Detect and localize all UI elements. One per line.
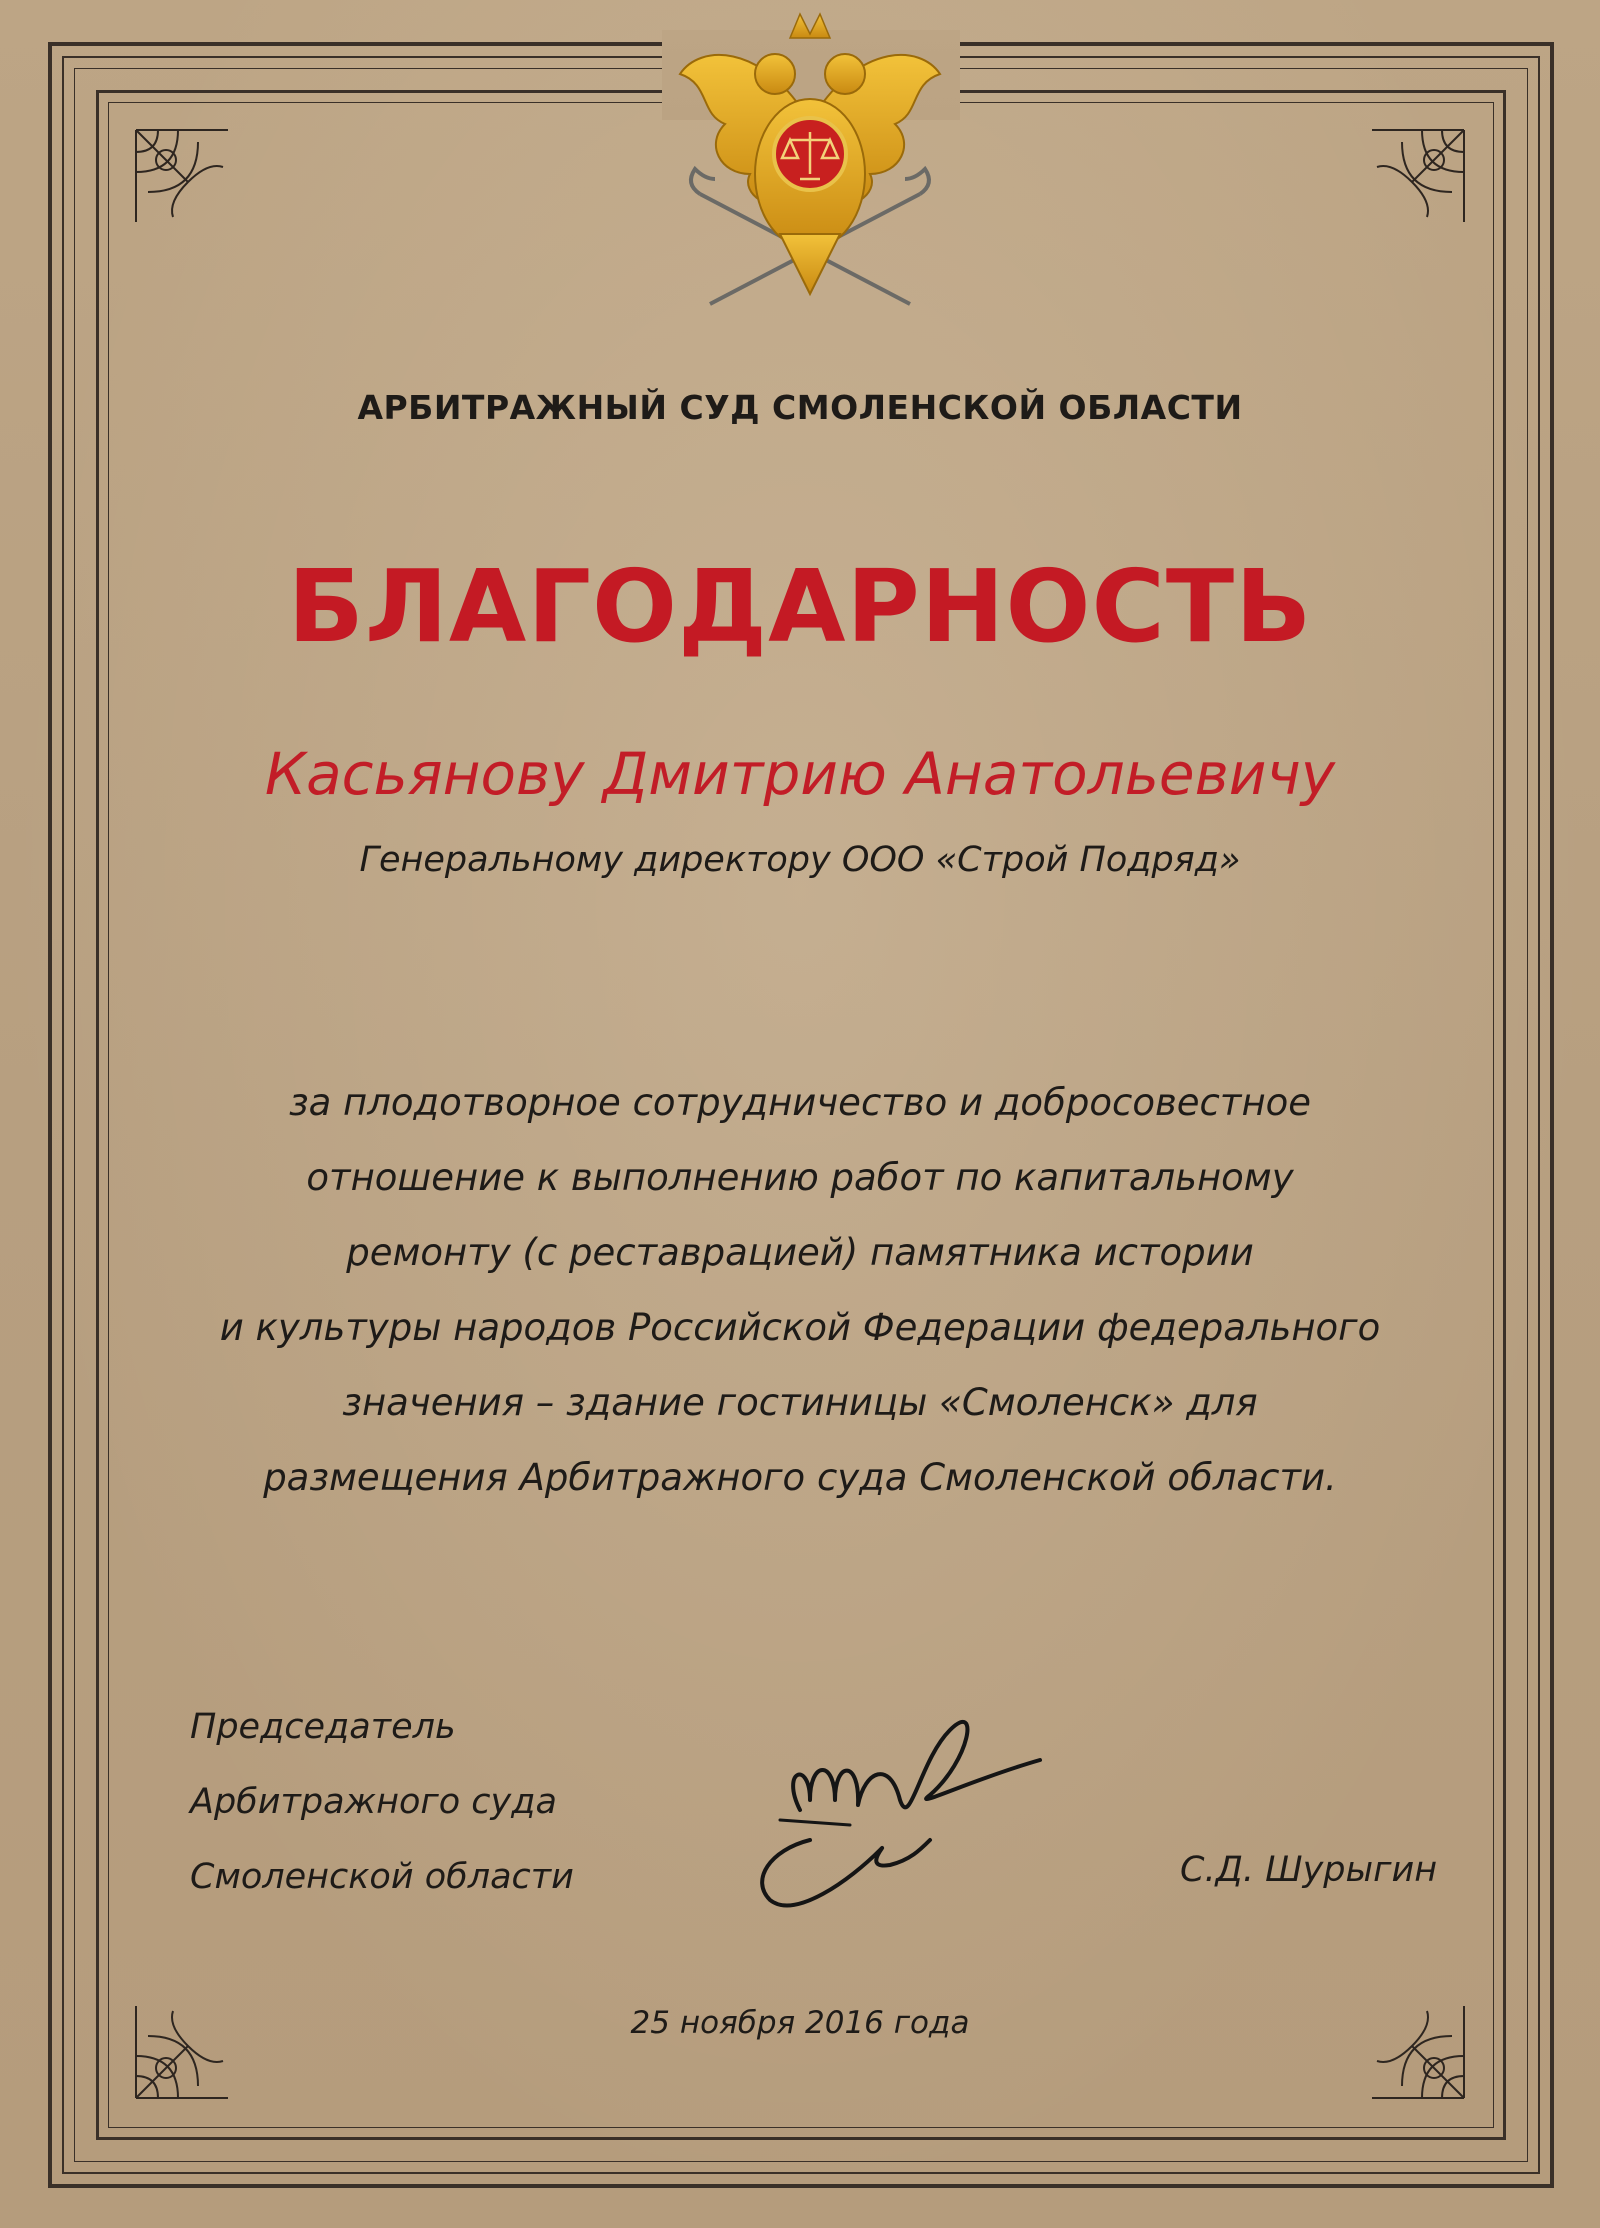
- body-line: размещения Арбитражного суда Смоленской области.: [263, 1456, 1337, 1499]
- signatory-title-line: Председатель: [190, 1707, 456, 1747]
- signatory-title-line: Арбитражного суда: [190, 1782, 557, 1822]
- issue-date: 25 ноября 2016 года: [630, 2005, 970, 2041]
- signatory-title-line: Смоленской области: [190, 1857, 574, 1897]
- body-line: за плодотворное сотрудничество и добросовестное: [288, 1081, 1312, 1124]
- corner-ornament-icon: [1362, 122, 1472, 232]
- signatory-title: [190, 1690, 574, 1915]
- body-line: отношение к выполнению работ по капитальному: [306, 1156, 1294, 1199]
- signatory-name: С.Д. Шурыгин: [1180, 1850, 1438, 1890]
- body-line: и культуры народов Российской Федерации федерального: [219, 1306, 1381, 1349]
- body-line: значения – здание гостиницы «Смоленск» для: [342, 1381, 1258, 1424]
- recipient-position: Генеральному директору ООО «Строй Подряд»: [359, 840, 1241, 880]
- certificate-title: БЛАГОДАРНОСТЬ: [287, 548, 1313, 665]
- body-line: ремонту (с реставрацией) памятника истории: [346, 1231, 1254, 1274]
- court-name: АРБИТРАЖНЫЙ СУД СМОЛЕНСКОЙ ОБЛАСТИ: [357, 388, 1243, 427]
- corner-ornament-icon: [128, 122, 238, 232]
- double-headed-eagle-emblem: [640, 4, 980, 334]
- recipient-name: Касьянову Дмитрию Анатольевичу: [264, 740, 1336, 808]
- signature: [740, 1700, 1070, 1930]
- certificate-body: [0, 1065, 1600, 1515]
